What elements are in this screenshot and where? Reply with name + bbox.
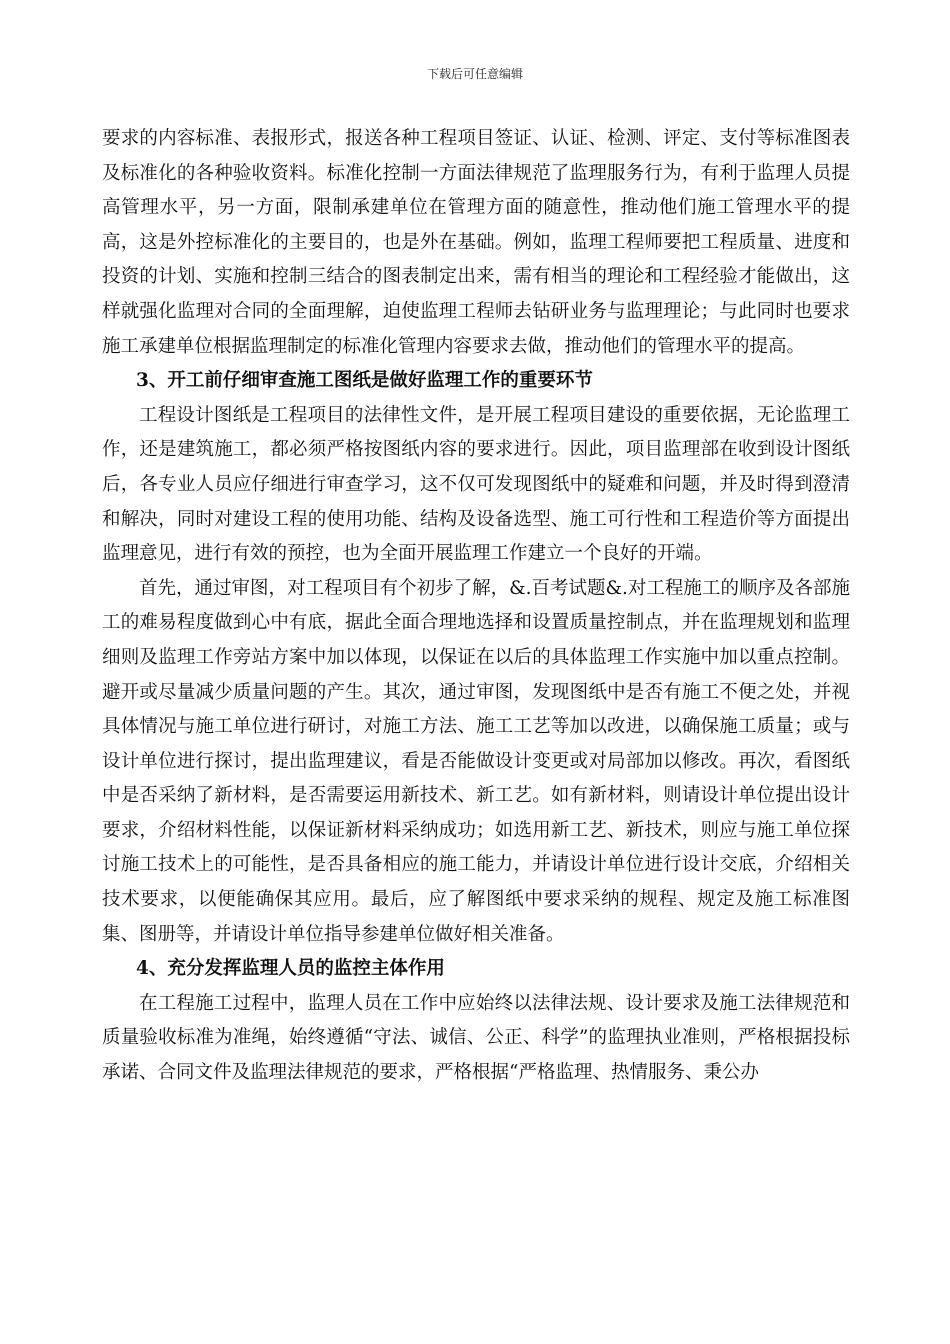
page-header: 下载后可任意编辑 (426, 67, 523, 81)
paragraph-standardization: 要求的内容标准、表报形式，报送各种工程项目签证、认证、检测、评定、支付等标准图表及标准化的各种验收资料。标准化控制一方面法律规范了监理服务行为，有利于监理人员提高管理水平，另一方面，限制承建单位在管理方面的随意性，推动他们施工管理水平的提高，这是外控标准化的主要目的，也是外在基础。例如，监理工程师要把工程质量、进度和投资的计划、实施和控制三结合的图表制定出来，需有相当的理论和工程经验才能做出，这样就强化监理对合同的全面理解，迫使监理工程师去钻研业务与监理理论；与此同时也要求施工承建单位根据监理制定的标准化管理内容要求去做，推动他们的管理水平的提高。 (102, 128, 850, 357)
paragraph-drawing-review: 首先，通过审图，对工程项目有个初步了解，&.百考试题&.对工程施工的顺序及各部施工的难易程度做到心中有底，据此全面合理地选择和设置质量控制点，并在监理规划和监理细则及监理工作旁站方案中加以体现，以保证在以后的具体监理工作实施中加以重点控制。避开或尽量减少质量问题的产生。其次，通过审图，发现图纸中是否有施工不便之处，并视具体情况与施工单位进行研讨，对施工方法、施工工艺等加以改进，以确保施工质量；或与设计单位进行探讨，提出监理建议，看是否能做设计变更或对局部加以修改。再次，看图纸中是否采纳了新材料，是否需要运用新技术、新工艺。如有新材料，则请设计单位提出设计要求，介绍材料性能，以保证新材料采纳成功；如选用新工艺、新技术，则应与施工单位探讨施工技术上的可能性，是否具备相应的施工能力，并请设计单位进行设计交底，介绍相关技术要求，以便能确保其应用。最后，应了解图纸中要求采纳的规程、规定及施工标准图集、图册等，并请设计单位指导参建单位做好相关准备。 (102, 577, 850, 945)
paragraph-supervision-role: 在工程施工过程中，监理人员在工作中应始终以法律法规、设计要求及施工法律规范和质量验收标准为准绳，始终遵循“守法、诚信、公正、科学”的监理执业准则，严格根据投标承诺、合同文件及监理法律规范的要求，严格根据“严格监理、热情服务、秉公办 (102, 992, 850, 1084)
section-heading-4: 4、充分发挥监理人员的监控主体作用 (136, 958, 445, 980)
document-body (102, 122, 850, 1091)
paragraph-design-drawings: 工程设计图纸是工程项目的法律性文件，是开展工程项目建设的重要依据，无论监理工作，还是建筑施工，都必须严格按图纸内容的要求进行。因此，项目监理部在收到设计图纸后，各专业人员应仔细进行审查学习，这不仅可发现图纸中的疑难和问题，并及时得到澄清和解决，同时对建设工程的使用功能、结构及设备选型、施工可行性和工程造价等方面提出监理意见，进行有效的预控，也为全面开展监理工作建立一个良好的开端。 (102, 404, 850, 565)
section-heading-3: 3、开工前仔细审查施工图纸是做好监理工作的重要环节 (136, 370, 593, 392)
